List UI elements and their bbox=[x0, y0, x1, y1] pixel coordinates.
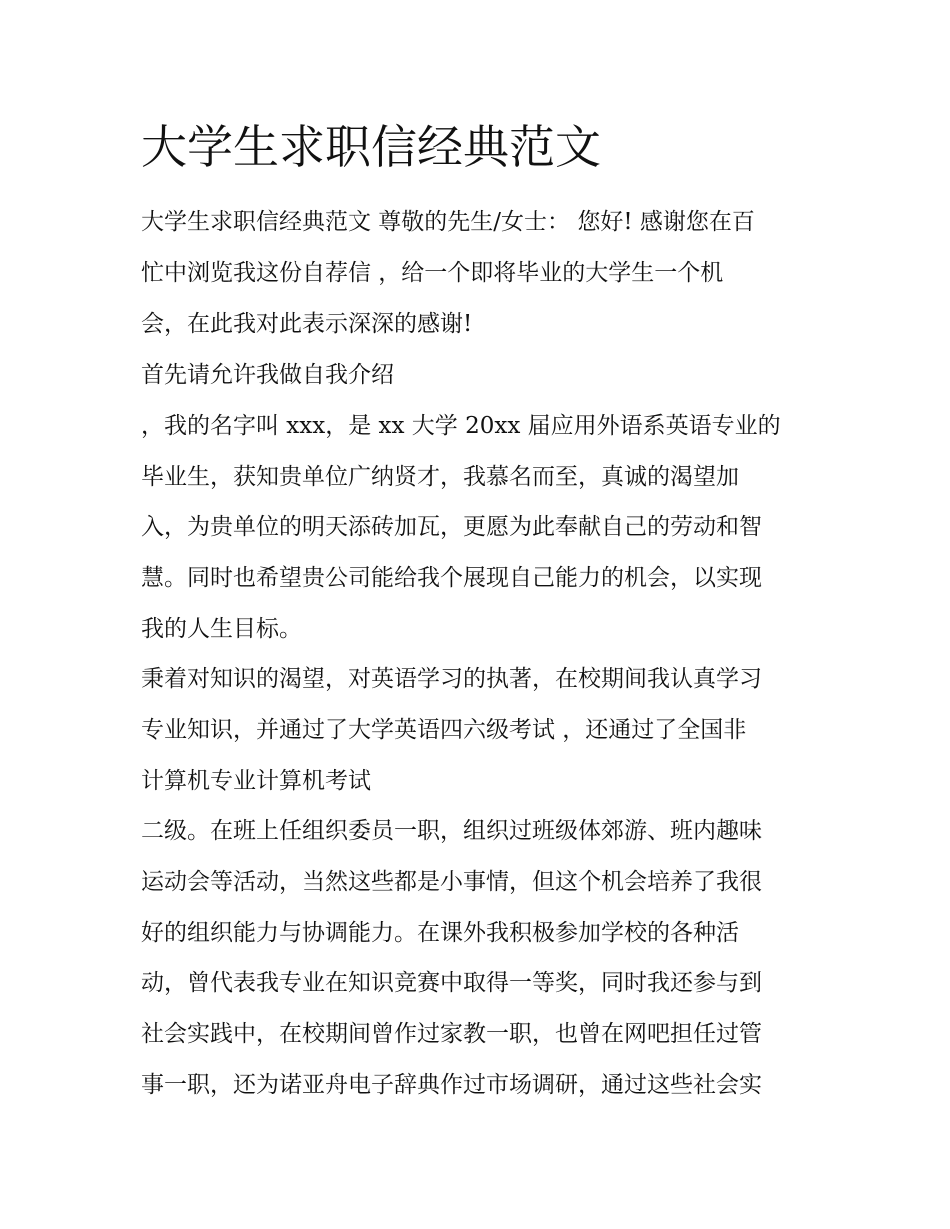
document-title: 大学生求职信经典范文 bbox=[141, 120, 601, 174]
text-line: 动，曾代表我专业在知识竞赛中取得一等奖，同时我还参与到 bbox=[141, 970, 762, 996]
text-line: 忙中浏览我这份自荐信 ，给一个即将毕业的大学生一个机 bbox=[141, 260, 724, 286]
text-line: 大学生求职信经典范文 尊敬的先生/女士： 您好! 感谢您在百 bbox=[141, 209, 755, 235]
text-line: 秉着对知识的渴望，对英语学习的执著，在校期间我认真学习 bbox=[141, 666, 762, 692]
text-line: 我的人生目标。 bbox=[141, 616, 302, 642]
text-line: 专业知识，并通过了大学英语四六级考试 ，还通过了全国非 bbox=[141, 717, 747, 743]
text-line: 二级。在班上任组织委员一职，组织过班级体郊游、班内趣味 bbox=[141, 818, 762, 844]
text-line: 事一职，还为诺亚舟电子辞典作过市场调研，通过这些社会实 bbox=[141, 1072, 762, 1098]
text-line: 社会实践中，在校期间曾作过家教一职，也曾在网吧担任过管 bbox=[141, 1021, 762, 1047]
text-line: 计算机专业计算机考试 bbox=[141, 768, 371, 794]
text-line: 毕业生，获知贵单位广纳贤才，我慕名而至，真诚的渴望加 bbox=[141, 464, 739, 490]
text-line: 好的组织能力与协调能力。在课外我积极参加学校的各种活 bbox=[141, 920, 739, 946]
text-line: ，我的名字叫 xxx，是 xx 大学 20xx 届应用外语系英语专业的 bbox=[141, 413, 781, 439]
text-line: 慧。同时也希望贵公司能给我个展现自己能力的机会，以实现 bbox=[141, 565, 762, 591]
text-line: 入，为贵单位的明天添砖加瓦，更愿为此奉献自己的劳动和智 bbox=[141, 514, 762, 540]
text-line: 会，在此我对此表示深深的感谢! bbox=[141, 311, 473, 337]
text-line: 首先请允许我做自我介绍 bbox=[141, 362, 394, 388]
text-line: 运动会等活动，当然这些都是小事情，但这个机会培养了我很 bbox=[141, 869, 762, 895]
